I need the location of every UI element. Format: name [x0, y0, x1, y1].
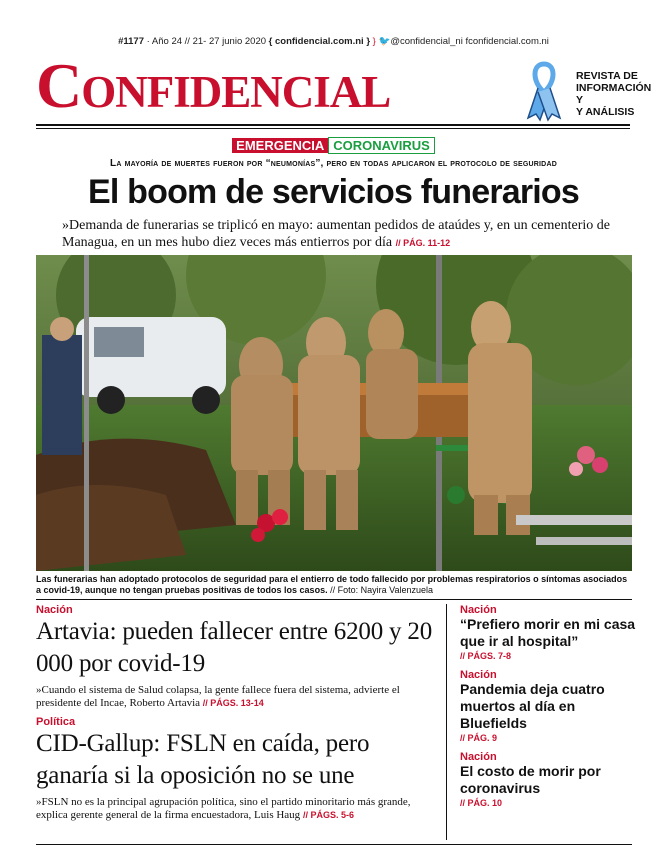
- issue-number: #1177: [118, 36, 144, 47]
- story-dek: [36, 684, 436, 710]
- story-dek-text: »FSLN no es la principal agrupación política, sino el partido minoritario más grande, explica gerente general de la firma encuestadora, Luis Haug: [36, 796, 411, 821]
- funeral-scene-illustration: [36, 255, 632, 571]
- masthead-logo[interactable]: Confidencial: [36, 50, 391, 121]
- masthead-rule: [36, 124, 630, 129]
- section-label: Nación: [460, 669, 497, 681]
- facebook-icon: f: [465, 36, 469, 47]
- lead-dek: [62, 217, 622, 252]
- story-costo-morir[interactable]: [460, 751, 640, 808]
- masthead: [36, 50, 652, 122]
- story-headline[interactable]: “Prefiero morir en mi casa que ir al hospital”: [460, 616, 636, 649]
- lead-pageref[interactable]: // PÁG. 11-12: [395, 238, 451, 248]
- story-headline[interactable]: CID-Gallup: FSLN en caída, pero ganaría si la oposición no se une: [36, 730, 370, 789]
- awareness-ribbon-icon: [524, 60, 564, 122]
- story-pageref[interactable]: // PÁGS. 5-6: [302, 810, 354, 820]
- issue-dates: // 21- 27 junio 2020: [184, 36, 267, 47]
- issue-line: [0, 36, 667, 47]
- story-bluefields[interactable]: [460, 669, 640, 743]
- section-divider: [36, 599, 632, 600]
- story-headline[interactable]: Artavia: pueden fallecer entre 6200 y 20 000 por covid-19: [36, 618, 432, 677]
- photo-credit: // Foto: Nayira Valenzuela: [330, 585, 433, 595]
- badge-coronavirus: CORONAVIRUS: [328, 137, 435, 154]
- story-headline[interactable]: El costo de morir por coronavirus: [460, 763, 601, 796]
- badge-emergencia: EMERGENCIA: [232, 138, 328, 153]
- masthead-tagline: REVISTA DE INFORMACIÓN Y Y ANÁLISIS: [576, 70, 652, 118]
- topic-badge[interactable]: [232, 137, 435, 154]
- facebook-handle[interactable]: confidencial.com.ni: [468, 36, 549, 47]
- story-pageref[interactable]: // PÁGS. 7-8: [460, 651, 512, 661]
- column-divider: [446, 604, 447, 840]
- right-column: [460, 604, 640, 816]
- section-label: Nación: [460, 604, 497, 616]
- bottom-rule: [36, 844, 632, 845]
- left-column: [36, 604, 436, 822]
- lead-dek-text: »Demanda de funerarias se triplicó en mayo: aumentan pedidos de ataúdes y, en un cementerio de Managua, en un mes hubo diez veces más entierros por día: [62, 218, 610, 250]
- story-cid-gallup[interactable]: [36, 716, 436, 822]
- story-headline[interactable]: Pandemia deja cuatro muertos al día en Bluefields: [460, 681, 605, 731]
- story-dek-text: »Cuando el sistema de Salud colapsa, la gente fallece fuera del sistema, advierte el presidente del Incae, Roberto Artavia: [36, 684, 400, 709]
- photo-caption: [36, 574, 632, 596]
- story-pageref[interactable]: // PÁG. 9: [460, 733, 498, 743]
- section-label: Nación: [460, 751, 497, 763]
- lead-photo: [36, 255, 632, 571]
- story-artavia[interactable]: [36, 604, 436, 710]
- issue-year: · Año 24: [146, 36, 183, 47]
- lead-headline[interactable]: El boom de servicios funerarios: [87, 173, 580, 211]
- story-dek: [36, 796, 436, 822]
- twitter-icon: 🐦: [378, 36, 391, 47]
- topic-badge-row: [0, 136, 667, 154]
- lead-kicker: La mayoría de muertes fueron por “neumonías”, pero en todas aplicaron el protocolo de seguridad: [110, 158, 557, 169]
- caption-text: Las funerarias han adoptado protocolos de seguridad para el entierro de todo fallecido por problemas respiratorios o síntomas asociados a covid-19, aunque no tengan pruebas positivas de todos los casos.: [36, 574, 628, 595]
- twitter-handle[interactable]: @confidencial_ni: [390, 36, 463, 47]
- social-separator: }: [372, 36, 376, 47]
- story-pageref[interactable]: // PÁG. 10: [460, 798, 503, 808]
- section-label: Nación: [36, 604, 73, 616]
- story-pageref[interactable]: // PÁGS. 13-14: [202, 698, 264, 708]
- site-link[interactable]: { confidencial.com.ni }: [268, 36, 371, 47]
- section-label: Política: [36, 716, 76, 728]
- story-prefiero-morir[interactable]: [460, 604, 640, 661]
